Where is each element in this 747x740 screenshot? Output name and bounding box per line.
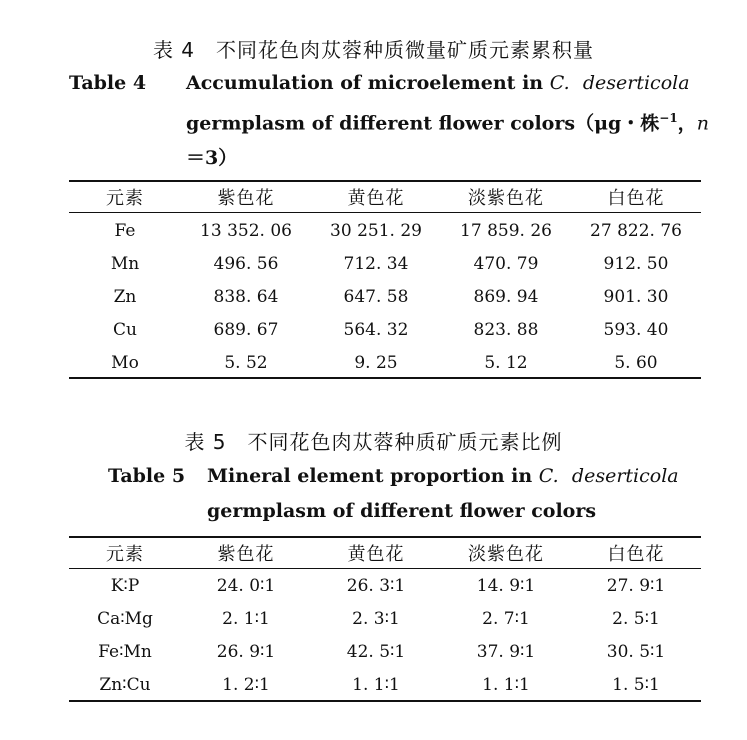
table5-header-white: 白色花 <box>607 544 665 565</box>
row-label-cell: Zn <box>113 286 137 307</box>
table4-en-line2 <box>186 101 709 141</box>
table5-header-element: 元素 <box>106 544 144 565</box>
table4-en-line3: ＝3） <box>186 147 238 170</box>
row-label-cell: Cu <box>113 319 137 340</box>
table5-en-line2: germplasm of different flower colors <box>207 500 597 522</box>
table-row <box>69 313 701 346</box>
table-row <box>69 346 701 379</box>
table4-header-element: 元素 <box>106 188 144 209</box>
table-row <box>69 568 701 602</box>
table-row <box>69 668 701 701</box>
table-row <box>69 280 701 313</box>
table4-en-line1-text: Accumulation of microelement in <box>186 72 550 94</box>
table4-bottom-rule <box>69 377 701 379</box>
table-cell: 1. 2∶1 <box>222 674 270 695</box>
table-cell: 26. 9∶1 <box>216 641 276 662</box>
table4-header-yellow: 黄色花 <box>347 188 405 209</box>
table4-cn-title: 表 4 不同花色肉苁蓉种质微量矿质元素累积量 <box>152 38 595 62</box>
table-cell: 838. 64 <box>213 286 279 307</box>
table4-header-row <box>69 182 701 212</box>
table4-body <box>69 212 701 379</box>
row-label-cell: Fe <box>114 220 136 241</box>
table5-body <box>69 568 701 701</box>
table-row <box>69 212 701 247</box>
table-cell: 26. 3∶1 <box>346 575 406 596</box>
table4-header-light-purple: 淡紫色花 <box>468 188 544 209</box>
table5-header-purple: 紫色花 <box>217 544 275 565</box>
table5 <box>69 538 701 701</box>
table5-header-row <box>69 538 701 568</box>
table-cell: 1. 1∶1 <box>352 674 400 695</box>
table-cell: 712. 34 <box>343 253 409 274</box>
table4-n-symbol: n <box>696 112 709 135</box>
table-cell: 24. 0∶1 <box>216 575 276 596</box>
table4-en-caption <box>69 66 709 176</box>
table5-en-label: Table 5 <box>108 465 186 487</box>
table4-species-name: deserticola <box>582 72 690 94</box>
table-cell: 593. 40 <box>603 319 669 340</box>
table-cell: 823. 88 <box>473 319 539 340</box>
table-cell: 5. 52 <box>224 352 268 373</box>
table-cell: 27. 9∶1 <box>606 575 666 596</box>
row-label-cell: Mn <box>110 253 140 274</box>
table-cell: 470. 79 <box>473 253 539 274</box>
table-cell: 27 822. 76 <box>590 220 682 241</box>
table5-header-yellow: 黄色花 <box>347 544 405 565</box>
table-cell: 30. 5∶1 <box>606 641 666 662</box>
table4-header-rule <box>69 212 701 213</box>
table4-header-white: 白色花 <box>607 188 665 209</box>
table5-header-rule <box>69 568 701 569</box>
table-cell: 901. 30 <box>603 286 669 307</box>
table5-header-light-purple: 淡紫色花 <box>468 544 544 565</box>
table-row <box>69 635 701 668</box>
table-cell: 869. 94 <box>473 286 539 307</box>
table-cell: 496. 56 <box>213 253 279 274</box>
row-label-cell: Zn∶Cu <box>99 674 151 695</box>
row-label-cell: Ca∶Mg <box>97 608 153 629</box>
table-cell: 9. 25 <box>354 352 398 373</box>
table-cell: 1. 1∶1 <box>482 674 530 695</box>
table-row <box>69 602 701 635</box>
table5-en-line1-text: Mineral element proportion in <box>207 465 539 487</box>
table-cell: 2. 1∶1 <box>222 608 270 629</box>
table-cell: 37. 9∶1 <box>476 641 536 662</box>
row-label-cell: Mo <box>111 352 139 373</box>
table-row <box>69 247 701 280</box>
table-cell: 647. 58 <box>343 286 409 307</box>
table4-header-purple: 紫色花 <box>217 188 275 209</box>
row-label-cell: Fe∶Mn <box>98 641 152 662</box>
table-cell: 14. 9∶1 <box>476 575 536 596</box>
table5-cn-title: 表 5 不同花色肉苁蓉种质矿质元素比例 <box>184 430 563 454</box>
table-cell: 564. 32 <box>343 319 409 340</box>
table5-en-caption <box>108 459 708 534</box>
row-label-cell: K∶P <box>110 575 140 596</box>
table-cell: 13 352. 06 <box>200 220 292 241</box>
table-cell: 2. 7∶1 <box>482 608 530 629</box>
table4-unit-exponent: −1 <box>659 111 678 125</box>
table5-bottom-rule <box>69 700 701 702</box>
table-cell: 42. 5∶1 <box>346 641 406 662</box>
table4-en-line2-text: germplasm of different flower colors（μg・株 <box>186 112 660 135</box>
table5-en-line1 <box>207 459 679 494</box>
table-cell: 30 251. 29 <box>330 220 422 241</box>
table-cell: 5. 60 <box>614 352 658 373</box>
table4-en-line1 <box>186 66 709 101</box>
table-cell: 17 859. 26 <box>460 220 552 241</box>
table4-en-label: Table 4 <box>69 72 147 94</box>
table-cell: 1. 5∶1 <box>612 674 660 695</box>
table4-en-line2-tail: ， <box>677 112 697 135</box>
table4-species-genus: C. <box>549 72 570 94</box>
table-cell: 912. 50 <box>603 253 669 274</box>
table-cell: 2. 5∶1 <box>612 608 660 629</box>
table-cell: 5. 12 <box>484 352 528 373</box>
table-cell: 2. 3∶1 <box>352 608 400 629</box>
table-cell: 689. 67 <box>213 319 279 340</box>
table5-species-name: deserticola <box>571 465 679 487</box>
table5-species-genus: C. <box>538 465 559 487</box>
